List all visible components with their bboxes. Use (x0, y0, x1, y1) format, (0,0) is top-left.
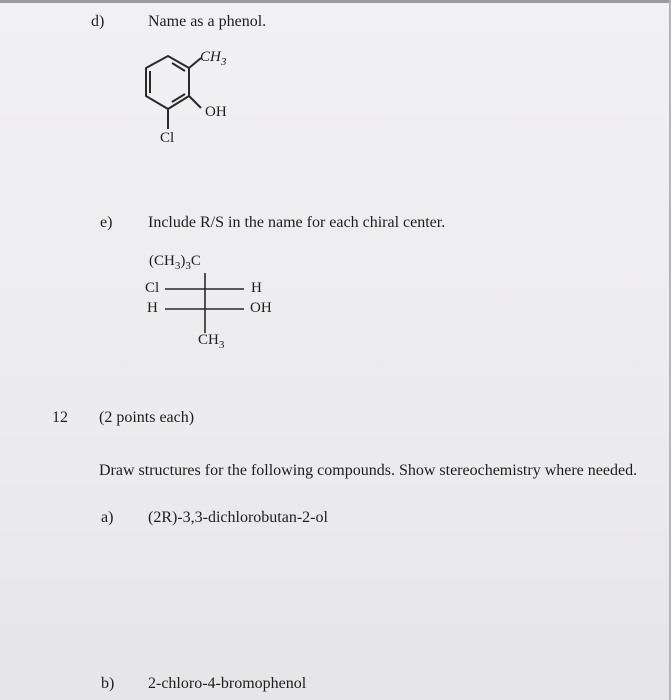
methyl-label: $CH_3$ (200, 49, 227, 68)
fischer-left-lower-substituent: H (147, 300, 158, 316)
part-e-instruction: Include R/S in the name for each chiral center. (148, 214, 446, 231)
tert-butyl-label: $(CH_3)_3C$ (149, 253, 201, 272)
part-d-instruction: Name as a phenol. (148, 13, 267, 30)
fischer-left-upper-substituent: Cl (145, 280, 160, 296)
hydroxyl-label: OH (205, 104, 227, 120)
chloro-label: Cl (160, 130, 175, 146)
fischer-bottom-methyl: $CH_3$ (198, 332, 225, 351)
item-a-compound-name: (2R)-3,3-dichlorobutan-2-ol (148, 509, 328, 526)
item-a-label: a) (101, 509, 114, 526)
fischer-right-upper-substituent: H (251, 280, 262, 296)
item-b-compound-name: 2-chloro-4-bromophenol (148, 675, 307, 692)
part-d-label: d) (91, 13, 105, 30)
fischer-right-lower-substituent: OH (250, 300, 272, 316)
item-b-label: b) (101, 675, 115, 692)
question-instruction: Draw structures for the following compounds. Show stereochemistry where needed. (99, 462, 638, 479)
question-points: (2 points each) (99, 409, 195, 426)
part-e-label: e) (100, 214, 113, 231)
question-number: 12 (52, 409, 68, 426)
